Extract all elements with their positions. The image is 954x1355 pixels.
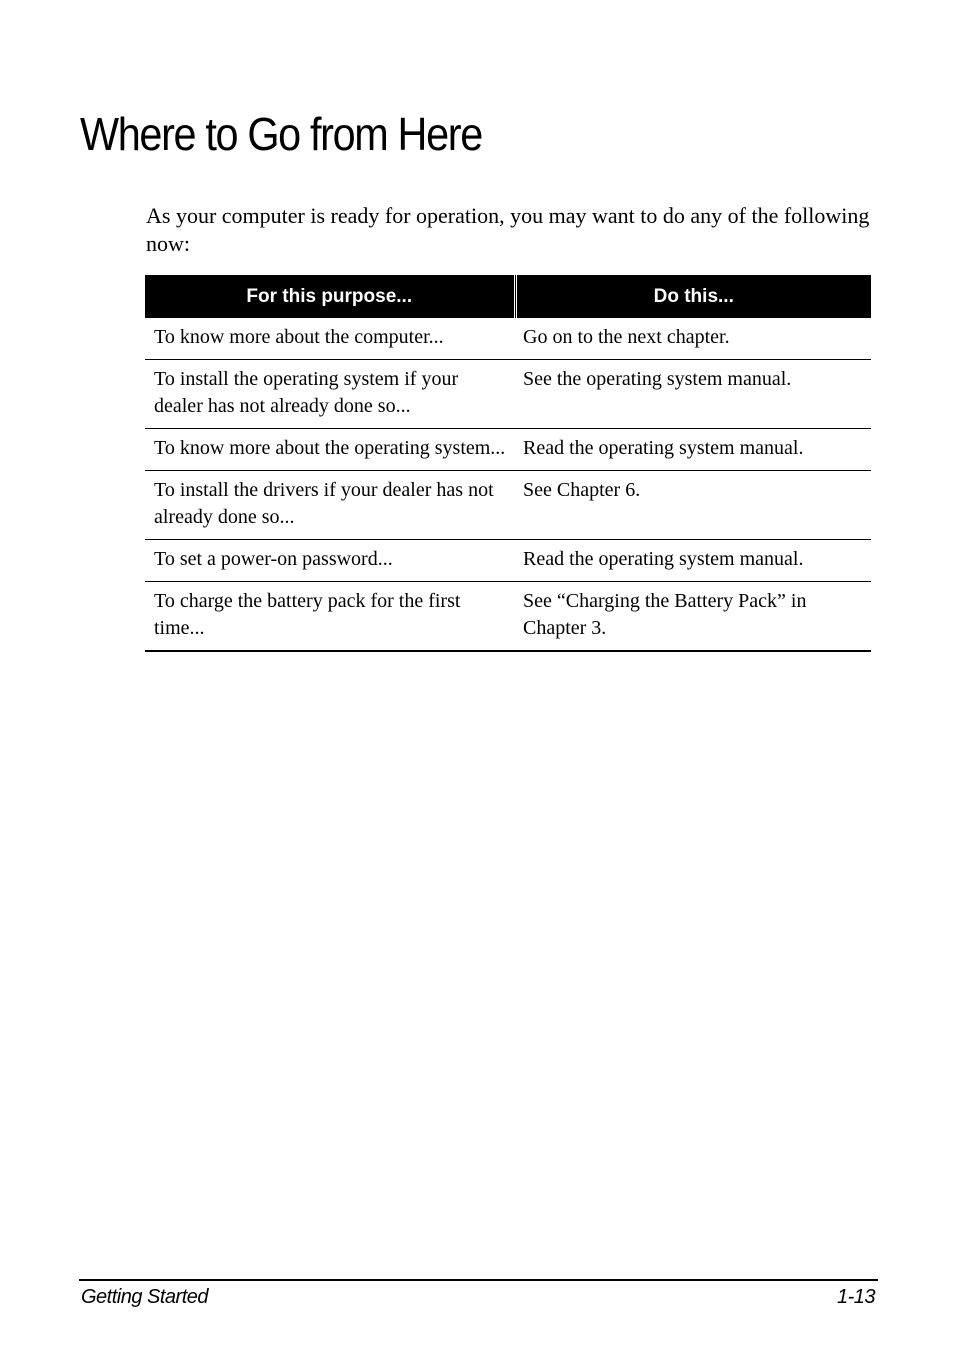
header-purpose: For this purpose... (145, 275, 515, 318)
action-cell: Read the operating system manual. (515, 429, 871, 471)
table-row (145, 582, 871, 652)
purpose-cell: To install the drivers if your dealer has not already done so... (145, 471, 515, 540)
table-row (145, 318, 871, 360)
intro-paragraph: As your computer is ready for operation, you may want to do any of the following now: (146, 203, 870, 256)
table-row (145, 360, 871, 429)
action-cell: See “Charging the Battery Pack” in Chapter 3. (515, 582, 871, 652)
table-row (145, 540, 871, 582)
purpose-cell: To charge the battery pack for the first time... (145, 582, 515, 652)
purpose-cell: To know more about the operating system... (145, 429, 515, 471)
action-cell: See Chapter 6. (515, 471, 871, 540)
footer-page-number: 1-13 (836, 1286, 875, 1308)
table-row (145, 429, 871, 471)
purpose-cell: To know more about the computer... (145, 318, 515, 360)
footer-section-title: Getting Started (81, 1286, 209, 1308)
action-cell: See the operating system manual. (515, 360, 871, 429)
footer-divider (79, 1279, 878, 1281)
action-cell: Go on to the next chapter. (515, 318, 871, 360)
table-header-row (145, 275, 871, 318)
purpose-cell: To set a power-on password... (145, 540, 515, 582)
purpose-action-table (145, 275, 871, 652)
purpose-cell: To install the operating system if your dealer has not already done so... (145, 360, 515, 429)
header-action: Do this... (515, 275, 871, 318)
page-title: Where to Go from Here (80, 108, 482, 160)
action-cell: Read the operating system manual. (515, 540, 871, 582)
table-row (145, 471, 871, 540)
